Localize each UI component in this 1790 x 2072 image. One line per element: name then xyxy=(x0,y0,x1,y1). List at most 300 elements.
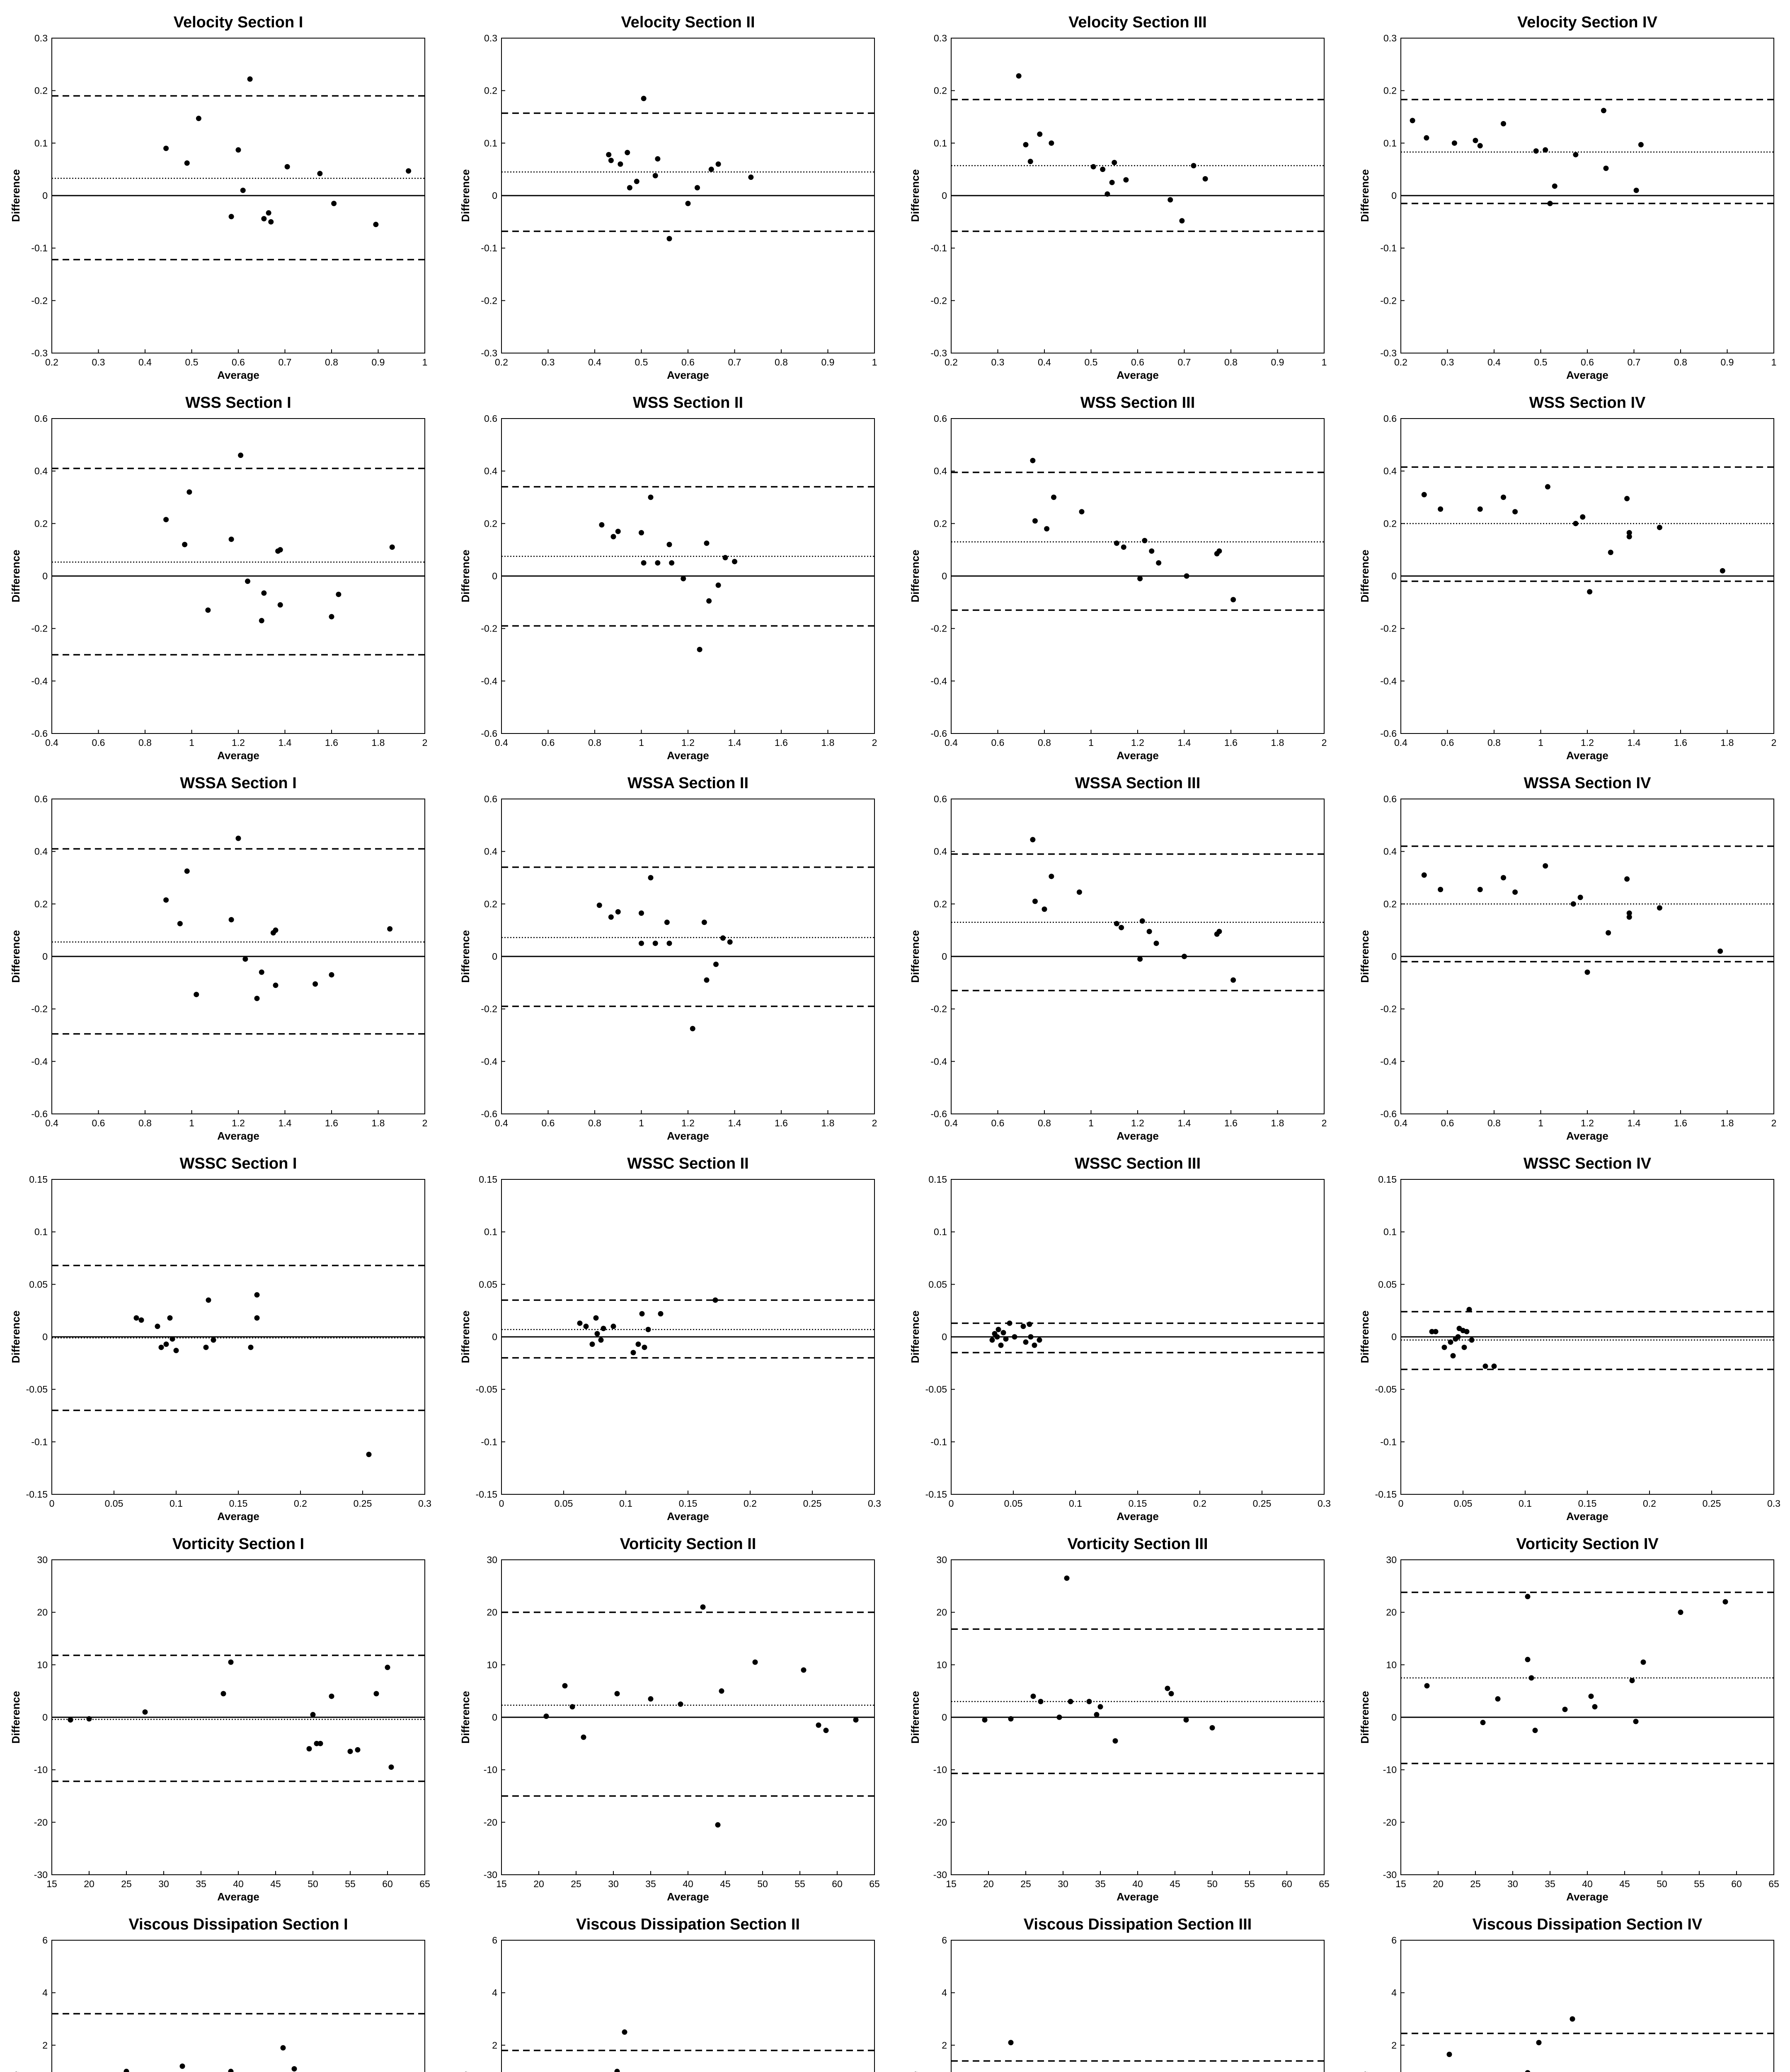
data-point xyxy=(1587,589,1592,595)
x-tick-label: 1.4 xyxy=(1177,1118,1191,1128)
y-tick-label: 6 xyxy=(1391,1935,1397,1946)
data-point xyxy=(1548,201,1553,206)
x-tick-label: 55 xyxy=(1694,1878,1705,1889)
y-axis-label: Difference xyxy=(1359,930,1371,983)
data-point xyxy=(355,1747,361,1752)
data-point xyxy=(618,162,623,167)
data-point xyxy=(170,1336,175,1342)
data-point xyxy=(1210,1725,1215,1731)
y-tick-label: 0 xyxy=(1391,1331,1397,1342)
x-tick-label: 1.2 xyxy=(1131,1118,1144,1128)
data-point xyxy=(678,1702,683,1707)
x-tick-label: 2 xyxy=(872,1118,877,1128)
data-point xyxy=(1109,180,1115,185)
data-point xyxy=(1031,1694,1036,1699)
x-tick-label: 0.6 xyxy=(92,737,105,748)
y-tick-label: 20 xyxy=(37,1607,48,1618)
data-point xyxy=(1578,895,1583,900)
y-axis-label: Difference xyxy=(10,549,22,603)
data-point xyxy=(853,1717,859,1723)
y-tick-label: 6 xyxy=(492,1935,497,1946)
x-tick-label: 0.15 xyxy=(1128,1498,1147,1509)
x-tick-label: 1.2 xyxy=(1131,737,1144,748)
x-tick-label: 0.5 xyxy=(185,357,199,368)
x-tick-label: 1 xyxy=(1088,1118,1094,1128)
y-tick-label: -0.05 xyxy=(925,1384,947,1395)
data-point xyxy=(194,992,199,997)
data-point xyxy=(667,542,672,547)
y-tick-label: 0.4 xyxy=(1383,846,1397,857)
data-point xyxy=(1447,2052,1452,2057)
data-point xyxy=(801,1668,807,1673)
data-point xyxy=(1142,538,1147,543)
y-tick-label: -0.3 xyxy=(31,348,48,358)
data-point xyxy=(1473,138,1478,143)
data-point xyxy=(1657,905,1662,910)
data-point xyxy=(1030,837,1035,842)
x-tick-label: 0.4 xyxy=(45,1118,58,1128)
data-point xyxy=(1480,1720,1486,1725)
x-tick-label: 60 xyxy=(832,1878,843,1889)
data-point xyxy=(625,150,630,155)
x-tick-label: 0.2 xyxy=(294,1498,307,1509)
y-axis-label: Difference xyxy=(909,169,921,222)
plot-title: Viscous Dissipation Section III xyxy=(1023,1916,1252,1933)
data-point xyxy=(159,1345,164,1350)
y-tick-label: -0.1 xyxy=(31,242,48,254)
x-tick-label: 2 xyxy=(1321,1118,1327,1128)
data-point xyxy=(68,1717,73,1723)
x-axis-label: Average xyxy=(1566,1510,1608,1523)
x-tick-label: 1.2 xyxy=(681,1118,695,1128)
y-tick-label: 0 xyxy=(492,1712,497,1723)
x-tick-label: 1.2 xyxy=(681,737,695,748)
data-point xyxy=(1624,496,1630,501)
x-tick-label: 0.4 xyxy=(945,737,958,748)
x-tick-label: 0.2 xyxy=(1394,357,1407,368)
data-point xyxy=(1137,576,1143,581)
data-point xyxy=(1529,1675,1534,1681)
x-tick-label: 20 xyxy=(533,1878,544,1889)
y-tick-label: -0.6 xyxy=(930,728,947,739)
x-tick-label: 0.1 xyxy=(1069,1498,1082,1509)
x-tick-label: 30 xyxy=(158,1878,169,1889)
data-point xyxy=(1068,1699,1073,1704)
y-tick-label: 0.4 xyxy=(34,465,48,477)
data-point xyxy=(581,1735,586,1740)
y-tick-label: 2 xyxy=(942,2040,947,2051)
y-tick-label: 0.1 xyxy=(1383,138,1397,149)
y-tick-label: 0.2 xyxy=(1383,898,1397,910)
y-tick-label: -0.6 xyxy=(481,1109,497,1119)
y-tick-label: -0.6 xyxy=(930,1109,947,1119)
plot-title: Vorticity Section III xyxy=(1067,1535,1208,1553)
plot-title: WSSA Section II xyxy=(627,775,749,792)
data-point xyxy=(1585,970,1590,975)
plot-title: WSS Section II xyxy=(632,394,744,411)
x-tick-label: 0.05 xyxy=(1453,1498,1473,1509)
y-tick-label: -0.2 xyxy=(481,295,497,306)
plot-title: Viscous Dissipation Section II xyxy=(576,1916,800,1933)
x-tick-label: 0.6 xyxy=(92,1118,105,1128)
y-axis-label: Difference xyxy=(1359,1691,1371,1744)
data-point xyxy=(1230,978,1236,983)
data-point xyxy=(1603,166,1609,171)
data-point xyxy=(816,1723,821,1728)
plot-title: WSSA Section IV xyxy=(1524,775,1651,792)
x-tick-label: 0.9 xyxy=(1720,357,1734,368)
data-point xyxy=(716,583,721,588)
data-point xyxy=(374,1691,379,1697)
x-tick-label: 0.3 xyxy=(868,1498,881,1509)
y-axis-label: Difference xyxy=(1359,169,1371,222)
data-point xyxy=(544,1714,549,1719)
data-point xyxy=(1580,514,1585,520)
x-tick-label: 1.2 xyxy=(1581,1118,1594,1128)
data-point xyxy=(713,962,719,967)
x-axis-label: Average xyxy=(1117,749,1159,762)
data-point xyxy=(1051,495,1056,500)
data-point xyxy=(690,1026,695,1031)
data-point xyxy=(247,76,253,82)
x-tick-label: 55 xyxy=(794,1878,805,1889)
y-tick-label: 30 xyxy=(1386,1554,1397,1565)
y-tick-label: -0.1 xyxy=(481,242,497,254)
x-tick-label: 1 xyxy=(1771,357,1777,368)
data-point xyxy=(1438,506,1443,512)
x-tick-label: 2 xyxy=(422,737,428,748)
y-tick-label: 0.6 xyxy=(1383,413,1397,424)
x-tick-label: 45 xyxy=(1619,1878,1630,1889)
plot-panel xyxy=(10,394,427,762)
plot-frame xyxy=(1401,1940,1774,2072)
data-point xyxy=(611,1324,616,1329)
x-tick-label: 55 xyxy=(345,1878,356,1889)
data-point xyxy=(177,921,183,926)
data-point xyxy=(1573,152,1578,157)
data-point xyxy=(1216,929,1222,934)
x-tick-label: 0.25 xyxy=(1702,1498,1721,1509)
y-tick-label: 0.1 xyxy=(484,138,497,149)
x-tick-label: 1.4 xyxy=(278,737,292,748)
x-tick-label: 0.15 xyxy=(1578,1498,1597,1509)
data-point xyxy=(998,1343,1004,1348)
data-point xyxy=(329,614,334,620)
data-point xyxy=(1112,160,1117,165)
y-tick-label: 0.1 xyxy=(934,138,947,149)
x-tick-label: 1.4 xyxy=(278,1118,292,1128)
x-tick-label: 0.4 xyxy=(1487,357,1501,368)
plot-title: Vorticity Section IV xyxy=(1516,1535,1659,1553)
y-tick-label: 0.3 xyxy=(934,33,947,44)
y-tick-label: 10 xyxy=(936,1659,947,1670)
y-tick-label: -0.3 xyxy=(1380,348,1397,358)
data-point xyxy=(1462,1345,1467,1350)
plot-title: Vorticity Section I xyxy=(172,1535,305,1553)
y-tick-label: -0.3 xyxy=(481,348,497,358)
x-tick-label: 0.8 xyxy=(588,737,601,748)
data-point xyxy=(221,1691,226,1697)
y-tick-label: -0.6 xyxy=(31,1109,48,1119)
y-tick-label: 0 xyxy=(942,190,947,201)
y-tick-label: 0 xyxy=(42,571,48,581)
data-point xyxy=(1592,1704,1598,1709)
data-point xyxy=(704,540,710,546)
x-tick-label: 45 xyxy=(270,1878,281,1889)
y-tick-label: 0.2 xyxy=(1383,85,1397,96)
plot-panel xyxy=(909,394,1327,762)
data-point xyxy=(653,173,658,178)
data-point xyxy=(87,1716,92,1721)
x-tick-label: 65 xyxy=(1319,1878,1330,1889)
data-point xyxy=(1469,1337,1475,1343)
y-tick-label: -30 xyxy=(933,1869,947,1880)
y-tick-label: 0 xyxy=(42,951,48,962)
data-point xyxy=(1012,1334,1017,1340)
data-point xyxy=(273,927,279,933)
x-tick-label: 0.1 xyxy=(170,1498,183,1509)
data-point xyxy=(229,214,234,219)
data-point xyxy=(636,1341,641,1347)
data-point xyxy=(385,1665,390,1670)
y-tick-label: 0 xyxy=(1391,190,1397,201)
plot-title: Velocity Section IV xyxy=(1517,14,1657,31)
x-tick-label: 35 xyxy=(1545,1878,1555,1889)
x-tick-label: 0.8 xyxy=(1038,737,1051,748)
x-tick-label: 1 xyxy=(1088,737,1094,748)
y-tick-label: -0.6 xyxy=(481,728,497,739)
data-point xyxy=(163,517,169,522)
data-point xyxy=(336,592,341,597)
y-tick-label: 0.4 xyxy=(1383,465,1397,477)
plot-panel xyxy=(10,1155,431,1523)
x-tick-label: 0.1 xyxy=(1519,1498,1532,1509)
plot-panel xyxy=(459,394,877,762)
data-point xyxy=(732,559,737,564)
x-tick-label: 0.2 xyxy=(495,357,508,368)
data-point xyxy=(229,537,234,542)
data-point xyxy=(641,560,647,566)
data-point xyxy=(329,972,334,978)
plot-title: WSSA Section III xyxy=(1075,775,1201,792)
data-point xyxy=(723,555,728,560)
data-point xyxy=(1165,1686,1170,1691)
y-tick-label: -0.4 xyxy=(481,675,497,687)
data-point xyxy=(1638,142,1644,148)
data-point xyxy=(667,236,672,241)
x-tick-label: 15 xyxy=(1395,1878,1406,1889)
data-point xyxy=(184,869,190,874)
y-tick-label: 0 xyxy=(42,1712,48,1723)
x-tick-label: 0.6 xyxy=(1581,357,1594,368)
data-point xyxy=(1147,929,1152,934)
x-tick-label: 0.2 xyxy=(945,357,958,368)
plot-title: Viscous Dissipation Section IV xyxy=(1472,1916,1703,1933)
data-point xyxy=(704,978,710,983)
x-tick-label: 55 xyxy=(1244,1878,1255,1889)
y-tick-label: -30 xyxy=(483,1869,497,1880)
y-tick-label: 30 xyxy=(936,1554,947,1565)
plot-title: WSSC Section IV xyxy=(1523,1155,1652,1172)
y-tick-label: 0.2 xyxy=(484,85,497,96)
x-tick-label: 40 xyxy=(1132,1878,1143,1889)
x-tick-label: 0.6 xyxy=(1441,1118,1454,1128)
x-tick-label: 0.5 xyxy=(1084,357,1098,368)
y-tick-label: -0.1 xyxy=(930,1436,947,1447)
data-point xyxy=(1008,1716,1014,1721)
x-tick-label: 1.6 xyxy=(325,737,338,748)
y-tick-label: -0.05 xyxy=(1375,1384,1397,1395)
x-tick-label: 0.6 xyxy=(232,357,245,368)
y-tick-label: 0.15 xyxy=(1378,1174,1397,1185)
y-tick-label: -0.4 xyxy=(1380,675,1397,687)
data-point xyxy=(1438,887,1443,892)
x-tick-label: 1 xyxy=(1538,737,1543,748)
data-point xyxy=(615,529,621,534)
x-axis-label: Average xyxy=(217,369,259,381)
y-tick-label: 6 xyxy=(942,1935,947,1946)
x-tick-label: 1.4 xyxy=(728,1118,741,1128)
data-point xyxy=(1452,140,1457,146)
x-tick-label: 1.4 xyxy=(1627,1118,1641,1128)
x-axis-label: Average xyxy=(1117,1130,1159,1142)
x-tick-label: 1 xyxy=(189,737,194,748)
data-point xyxy=(278,602,283,608)
x-tick-label: 0.9 xyxy=(1271,357,1284,368)
data-point xyxy=(268,219,274,225)
data-point xyxy=(1501,495,1506,500)
plot-panel xyxy=(1359,1155,1780,1523)
data-point xyxy=(608,158,614,163)
data-point xyxy=(697,647,702,652)
x-axis-label: Average xyxy=(667,749,709,762)
y-tick-label: -0.1 xyxy=(930,242,947,254)
x-tick-label: 2 xyxy=(1321,737,1327,748)
x-tick-label: 60 xyxy=(1281,1878,1292,1889)
data-point xyxy=(1037,1337,1042,1343)
x-tick-label: 0.4 xyxy=(945,1118,958,1128)
x-tick-label: 0.5 xyxy=(1534,357,1548,368)
y-tick-label: -0.1 xyxy=(1380,242,1397,254)
data-point xyxy=(1589,1694,1594,1699)
data-point xyxy=(608,915,614,920)
x-tick-label: 0.25 xyxy=(353,1498,372,1509)
y-tick-label: -0.1 xyxy=(31,1436,48,1447)
data-point xyxy=(163,146,169,151)
x-tick-label: 0 xyxy=(948,1498,954,1509)
plot-title: Velocity Section III xyxy=(1068,14,1207,31)
y-tick-label: 0.2 xyxy=(34,85,48,96)
x-tick-label: 65 xyxy=(1768,1878,1779,1889)
data-point xyxy=(593,1315,599,1321)
data-point xyxy=(1203,176,1208,182)
data-point xyxy=(1042,907,1047,912)
y-tick-label: -0.05 xyxy=(475,1384,497,1395)
data-point xyxy=(312,981,318,987)
x-tick-label: 1.8 xyxy=(1720,1118,1734,1128)
data-point xyxy=(1079,509,1085,514)
data-point xyxy=(1571,901,1576,907)
x-tick-label: 0.4 xyxy=(495,1118,508,1128)
x-tick-label: 0.4 xyxy=(495,737,508,748)
y-tick-label: 4 xyxy=(42,1987,48,1998)
x-tick-label: 40 xyxy=(233,1878,244,1889)
y-tick-label: 30 xyxy=(487,1554,497,1565)
y-tick-label: -0.2 xyxy=(1380,623,1397,634)
plot-panel xyxy=(909,14,1327,381)
data-point xyxy=(240,188,246,193)
x-tick-label: 0.05 xyxy=(1004,1498,1023,1509)
data-point xyxy=(1483,1363,1488,1369)
y-axis-label: Difference xyxy=(909,549,921,603)
x-tick-label: 0.6 xyxy=(991,1118,1005,1128)
data-point xyxy=(1184,1717,1189,1723)
data-point xyxy=(634,179,639,184)
y-tick-label: -0.3 xyxy=(930,348,947,358)
data-point xyxy=(611,534,616,540)
data-point xyxy=(1049,140,1054,146)
data-point xyxy=(318,1741,323,1746)
data-point xyxy=(615,1691,620,1697)
y-axis-label: Difference xyxy=(909,1310,921,1363)
x-axis-label: Average xyxy=(217,1890,259,1903)
y-tick-label: 20 xyxy=(1386,1607,1397,1618)
x-tick-label: 1.8 xyxy=(821,1118,835,1128)
data-point xyxy=(658,1311,664,1317)
y-tick-label: 0 xyxy=(492,571,497,581)
data-point xyxy=(1087,1699,1092,1704)
data-point xyxy=(245,579,250,584)
data-point xyxy=(599,522,604,528)
data-point xyxy=(655,156,660,162)
data-point xyxy=(155,1324,160,1329)
data-point xyxy=(1606,930,1611,936)
data-point xyxy=(236,147,241,152)
data-point xyxy=(1057,1715,1062,1720)
data-point xyxy=(1601,108,1606,113)
x-tick-label: 0.4 xyxy=(1394,737,1407,748)
plot-title: Viscous Dissipation Section I xyxy=(128,1916,348,1933)
y-tick-label: 0.2 xyxy=(34,898,48,910)
y-axis-label: Difference xyxy=(459,549,472,603)
data-point xyxy=(1545,484,1550,489)
x-tick-label: 60 xyxy=(1731,1878,1742,1889)
data-point xyxy=(713,1297,718,1303)
y-tick-label: 0.6 xyxy=(34,413,48,424)
plot-title: Velocity Section II xyxy=(621,14,755,31)
plot-title: WSSC Section II xyxy=(627,1155,749,1172)
x-axis-label: Average xyxy=(217,749,259,762)
x-tick-label: 1.6 xyxy=(1224,737,1238,748)
x-tick-label: 1.6 xyxy=(1674,737,1687,748)
y-tick-label: 0.2 xyxy=(484,898,497,910)
y-tick-label: 30 xyxy=(37,1554,48,1565)
y-tick-label: 0 xyxy=(1391,1712,1397,1723)
data-point xyxy=(1478,506,1483,512)
data-point xyxy=(1562,1707,1568,1712)
y-tick-label: -0.4 xyxy=(481,1056,497,1067)
y-tick-label: -10 xyxy=(933,1764,947,1775)
x-tick-label: 1 xyxy=(422,357,428,368)
data-point xyxy=(720,935,726,941)
data-point xyxy=(1570,2016,1575,2022)
data-point xyxy=(174,1348,179,1353)
x-tick-label: 20 xyxy=(983,1878,994,1889)
data-point xyxy=(180,2064,185,2069)
data-point xyxy=(753,1660,758,1665)
x-tick-label: 0.15 xyxy=(678,1498,698,1509)
x-tick-label: 1.8 xyxy=(1720,737,1734,748)
